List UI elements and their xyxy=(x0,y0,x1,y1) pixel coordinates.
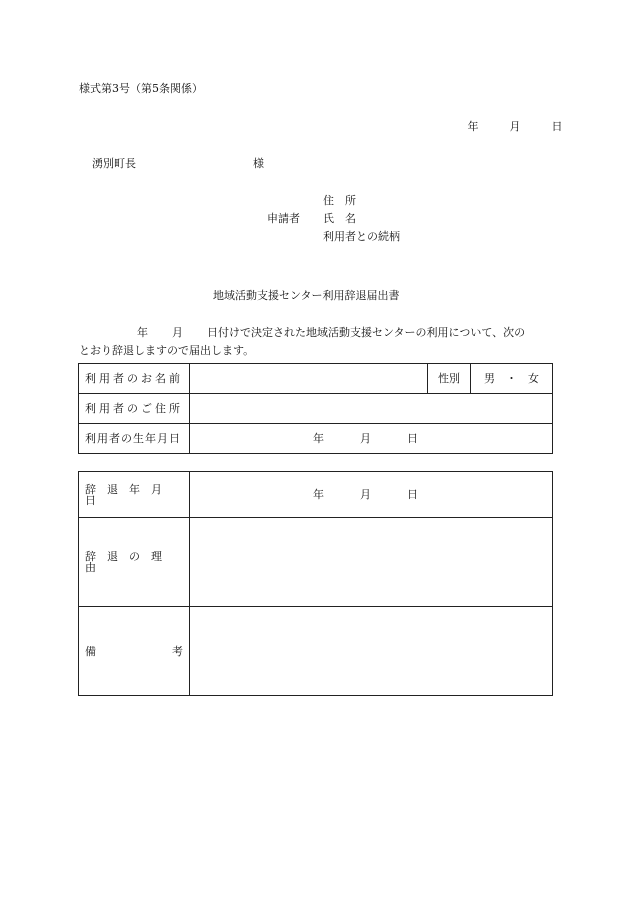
body-line2: とおり辞退しますので届出します。 xyxy=(79,344,255,357)
table-row xyxy=(79,424,553,454)
addressee xyxy=(92,157,264,170)
remarks-label-left: 備 xyxy=(85,644,96,658)
name-label: 氏 名 xyxy=(323,212,356,225)
remarks-label xyxy=(79,607,190,696)
user-address-label: 利用者のご住所 xyxy=(79,394,190,424)
withdrawal-table xyxy=(78,471,553,696)
table-row xyxy=(79,364,553,394)
addressee-name: 湧別町長 xyxy=(92,157,136,170)
gender-options[interactable]: 男 ・ 女 xyxy=(471,364,553,394)
user-birthdate-field[interactable] xyxy=(190,424,553,454)
date-day-label: 日 xyxy=(551,120,563,133)
body-paragraph xyxy=(79,324,554,360)
withdrawal-reason-label: 辞退の理由 xyxy=(79,518,190,607)
withdrawal-reason-field[interactable] xyxy=(190,518,553,607)
body-month: 月 xyxy=(172,326,183,339)
date-month-label: 月 xyxy=(509,120,521,133)
birth-year: 年 xyxy=(313,432,324,445)
table-row xyxy=(79,394,553,424)
date-year-label: 年 xyxy=(467,120,479,133)
birth-month: 月 xyxy=(360,432,371,445)
withdrawal-date-label: 辞退年月日 xyxy=(79,472,190,518)
body-year: 年 xyxy=(137,326,148,339)
document-title: 地域活動支援センター利用辞退届出書 xyxy=(213,289,400,302)
table-row xyxy=(79,607,553,696)
birth-day: 日 xyxy=(407,432,418,445)
submission-date xyxy=(458,121,563,132)
remarks-field[interactable] xyxy=(190,607,553,696)
form-number: 様式第3号（第5条関係） xyxy=(79,82,203,95)
user-name-field[interactable] xyxy=(190,364,428,394)
body-line1: 日付けで決定された地域活動支援センターの利用について、次の xyxy=(207,326,526,339)
relation-label: 利用者との続柄 xyxy=(323,230,400,243)
remarks-label-right: 考 xyxy=(172,644,183,658)
table-row xyxy=(79,518,553,607)
user-name-label: 利用者のお名前 xyxy=(79,364,190,394)
user-address-field[interactable] xyxy=(190,394,553,424)
user-birthdate-label: 利用者の生年月日 xyxy=(79,424,190,454)
gender-label: 性別 xyxy=(428,364,471,394)
table-row xyxy=(79,472,553,518)
applicant-label: 申請者 xyxy=(267,212,300,225)
address-label: 住 所 xyxy=(323,194,356,207)
withdrawal-month: 月 xyxy=(360,488,371,501)
user-info-table xyxy=(78,363,553,454)
withdrawal-date-field[interactable] xyxy=(190,472,553,518)
addressee-honorific: 様 xyxy=(253,157,264,170)
withdrawal-day: 日 xyxy=(407,488,418,501)
withdrawal-year: 年 xyxy=(313,488,324,501)
